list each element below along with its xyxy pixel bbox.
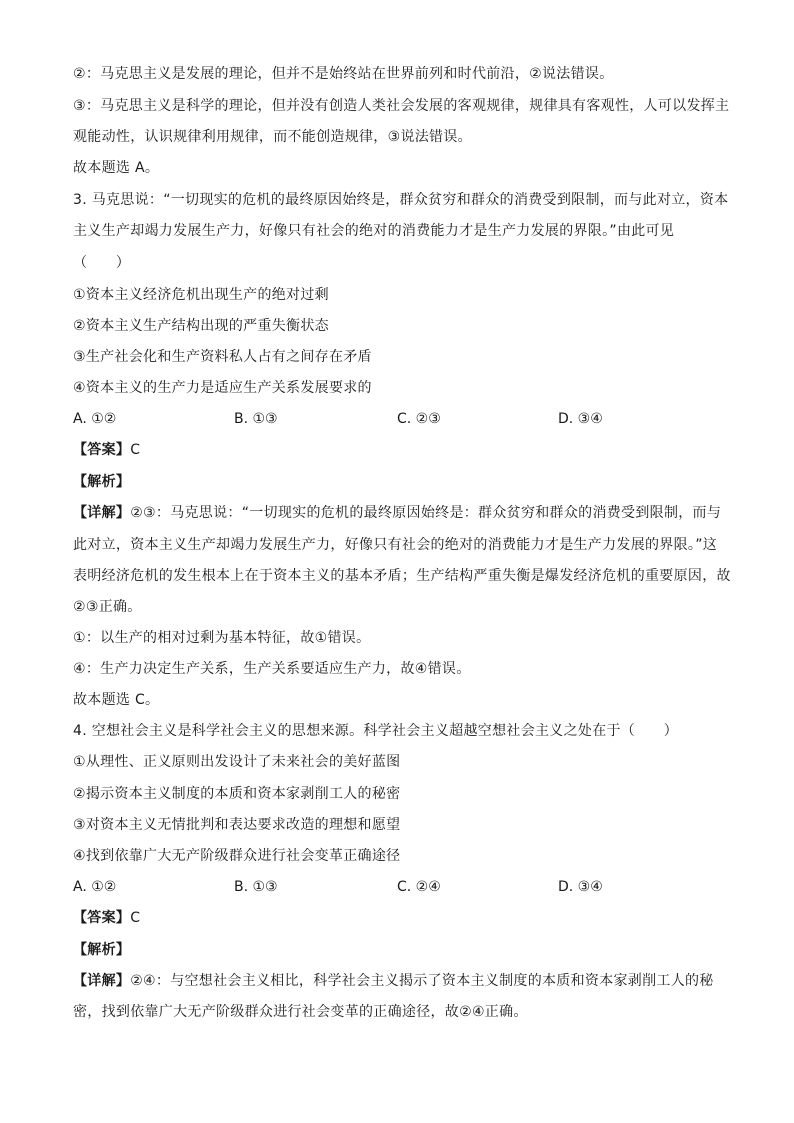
- analysis-line: 观能动性，认识规律利用规律，而不能创造规律，③说法错误。: [73, 129, 472, 145]
- option-c: C. ②④: [397, 879, 441, 895]
- statement-item: ③生产社会化和生产资料私人占有之间存在矛盾: [73, 349, 372, 365]
- detail-line: 密，找到依靠广大无产阶级群众进行社会变革的正确途径，故②④正确。: [73, 1004, 528, 1020]
- detail-tag: 【详解】: [73, 973, 131, 989]
- option-b: B. ①③: [234, 879, 278, 895]
- analysis-tag: 【解析】: [73, 942, 131, 958]
- detail-line: ①：以生产的相对过剩为基本特征，故①错误。: [73, 630, 371, 646]
- detail-line: ②③正确。: [73, 599, 142, 615]
- detail-line: [73, 971, 714, 991]
- detail-line: 此对立，资本主义生产却竭力发展生产力，好像只有社会的绝对的消费能力才是生产力发展的界限。”这: [73, 537, 718, 553]
- answer-line: [73, 908, 140, 928]
- detail-tag: 【详解】: [73, 505, 131, 521]
- option-a: A. ①②: [73, 411, 117, 427]
- option-a: A. ①②: [73, 879, 117, 895]
- answer-tag: 【答案】: [73, 442, 131, 458]
- analysis-line: ②：马克思主义是发展的理论，但并不是始终站在世界前列和时代前沿，②说法错误。: [73, 66, 614, 82]
- option-d: D. ③④: [558, 879, 603, 895]
- analysis-tag: 【解析】: [73, 474, 131, 490]
- detail-text: ②④：与空想社会主义相比，科学社会主义揭示了资本主义制度的本质和资本家剥削工人的秘: [130, 973, 714, 989]
- statement-item: ①从理性、正义原则出发设计了未来社会的美好蓝图: [73, 754, 401, 770]
- question-stem: 3. 马克思说：“一切现实的危机的最终原因始终是，群众贫穷和群众的消费受到限制，而与此对立，资本: [73, 192, 729, 208]
- detail-text: ②③：马克思说：“一切现实的危机的最终原因始终是：群众贫穷和群众的消费受到限制，而与: [130, 505, 722, 521]
- detail-line: 表明经济危机的发生根本上在于资本主义的基本矛盾；生产结构严重失衡是爆发经济危机的重要原因，故: [73, 568, 731, 584]
- option-b: B. ①③: [234, 411, 278, 427]
- statement-item: ④找到依靠广大无产阶级群众进行社会变革正确途径: [73, 848, 401, 864]
- option-d: D. ③④: [558, 411, 603, 427]
- statement-item: ③对资本主义无情批判和表达要求改造的理想和愿望: [73, 817, 401, 833]
- answer-value: C: [130, 442, 141, 458]
- analysis-line: ③：马克思主义是科学的理论，但并没有创造人类社会发展的客观规律，规律具有客观性，人可以发挥主: [73, 98, 730, 114]
- statement-item: ④资本主义的生产力是适应生产关系发展要求的: [73, 380, 372, 396]
- conclusion-line: 故本题选 C。: [73, 692, 160, 708]
- statement-item: ②揭示资本主义制度的本质和资本家剥削工人的秘密: [73, 786, 401, 802]
- detail-line: ④：生产力决定生产关系，生产关系要适应生产力，故④错误。: [73, 661, 471, 677]
- answer-value: C: [130, 910, 141, 926]
- question-stem: 4. 空想社会主义是科学社会主义的思想来源。科学社会主义超越空想社会主义之处在于（ ）: [73, 723, 679, 739]
- statement-item: ①资本主义经济危机出现生产的绝对过剩: [73, 287, 329, 303]
- conclusion-line: 故本题选 A。: [73, 160, 160, 176]
- answer-blank: （ ）: [73, 255, 131, 271]
- answer-tag: 【答案】: [73, 910, 131, 926]
- detail-line: [73, 503, 721, 523]
- question-stem: 主义生产却竭力发展生产力，好像只有社会的绝对的消费能力才是生产力发展的界限。”由此可见: [73, 223, 675, 239]
- answer-line: [73, 440, 140, 460]
- statement-item: ②资本主义生产结构出现的严重失衡状态: [73, 318, 329, 334]
- option-c: C. ②③: [397, 411, 441, 427]
